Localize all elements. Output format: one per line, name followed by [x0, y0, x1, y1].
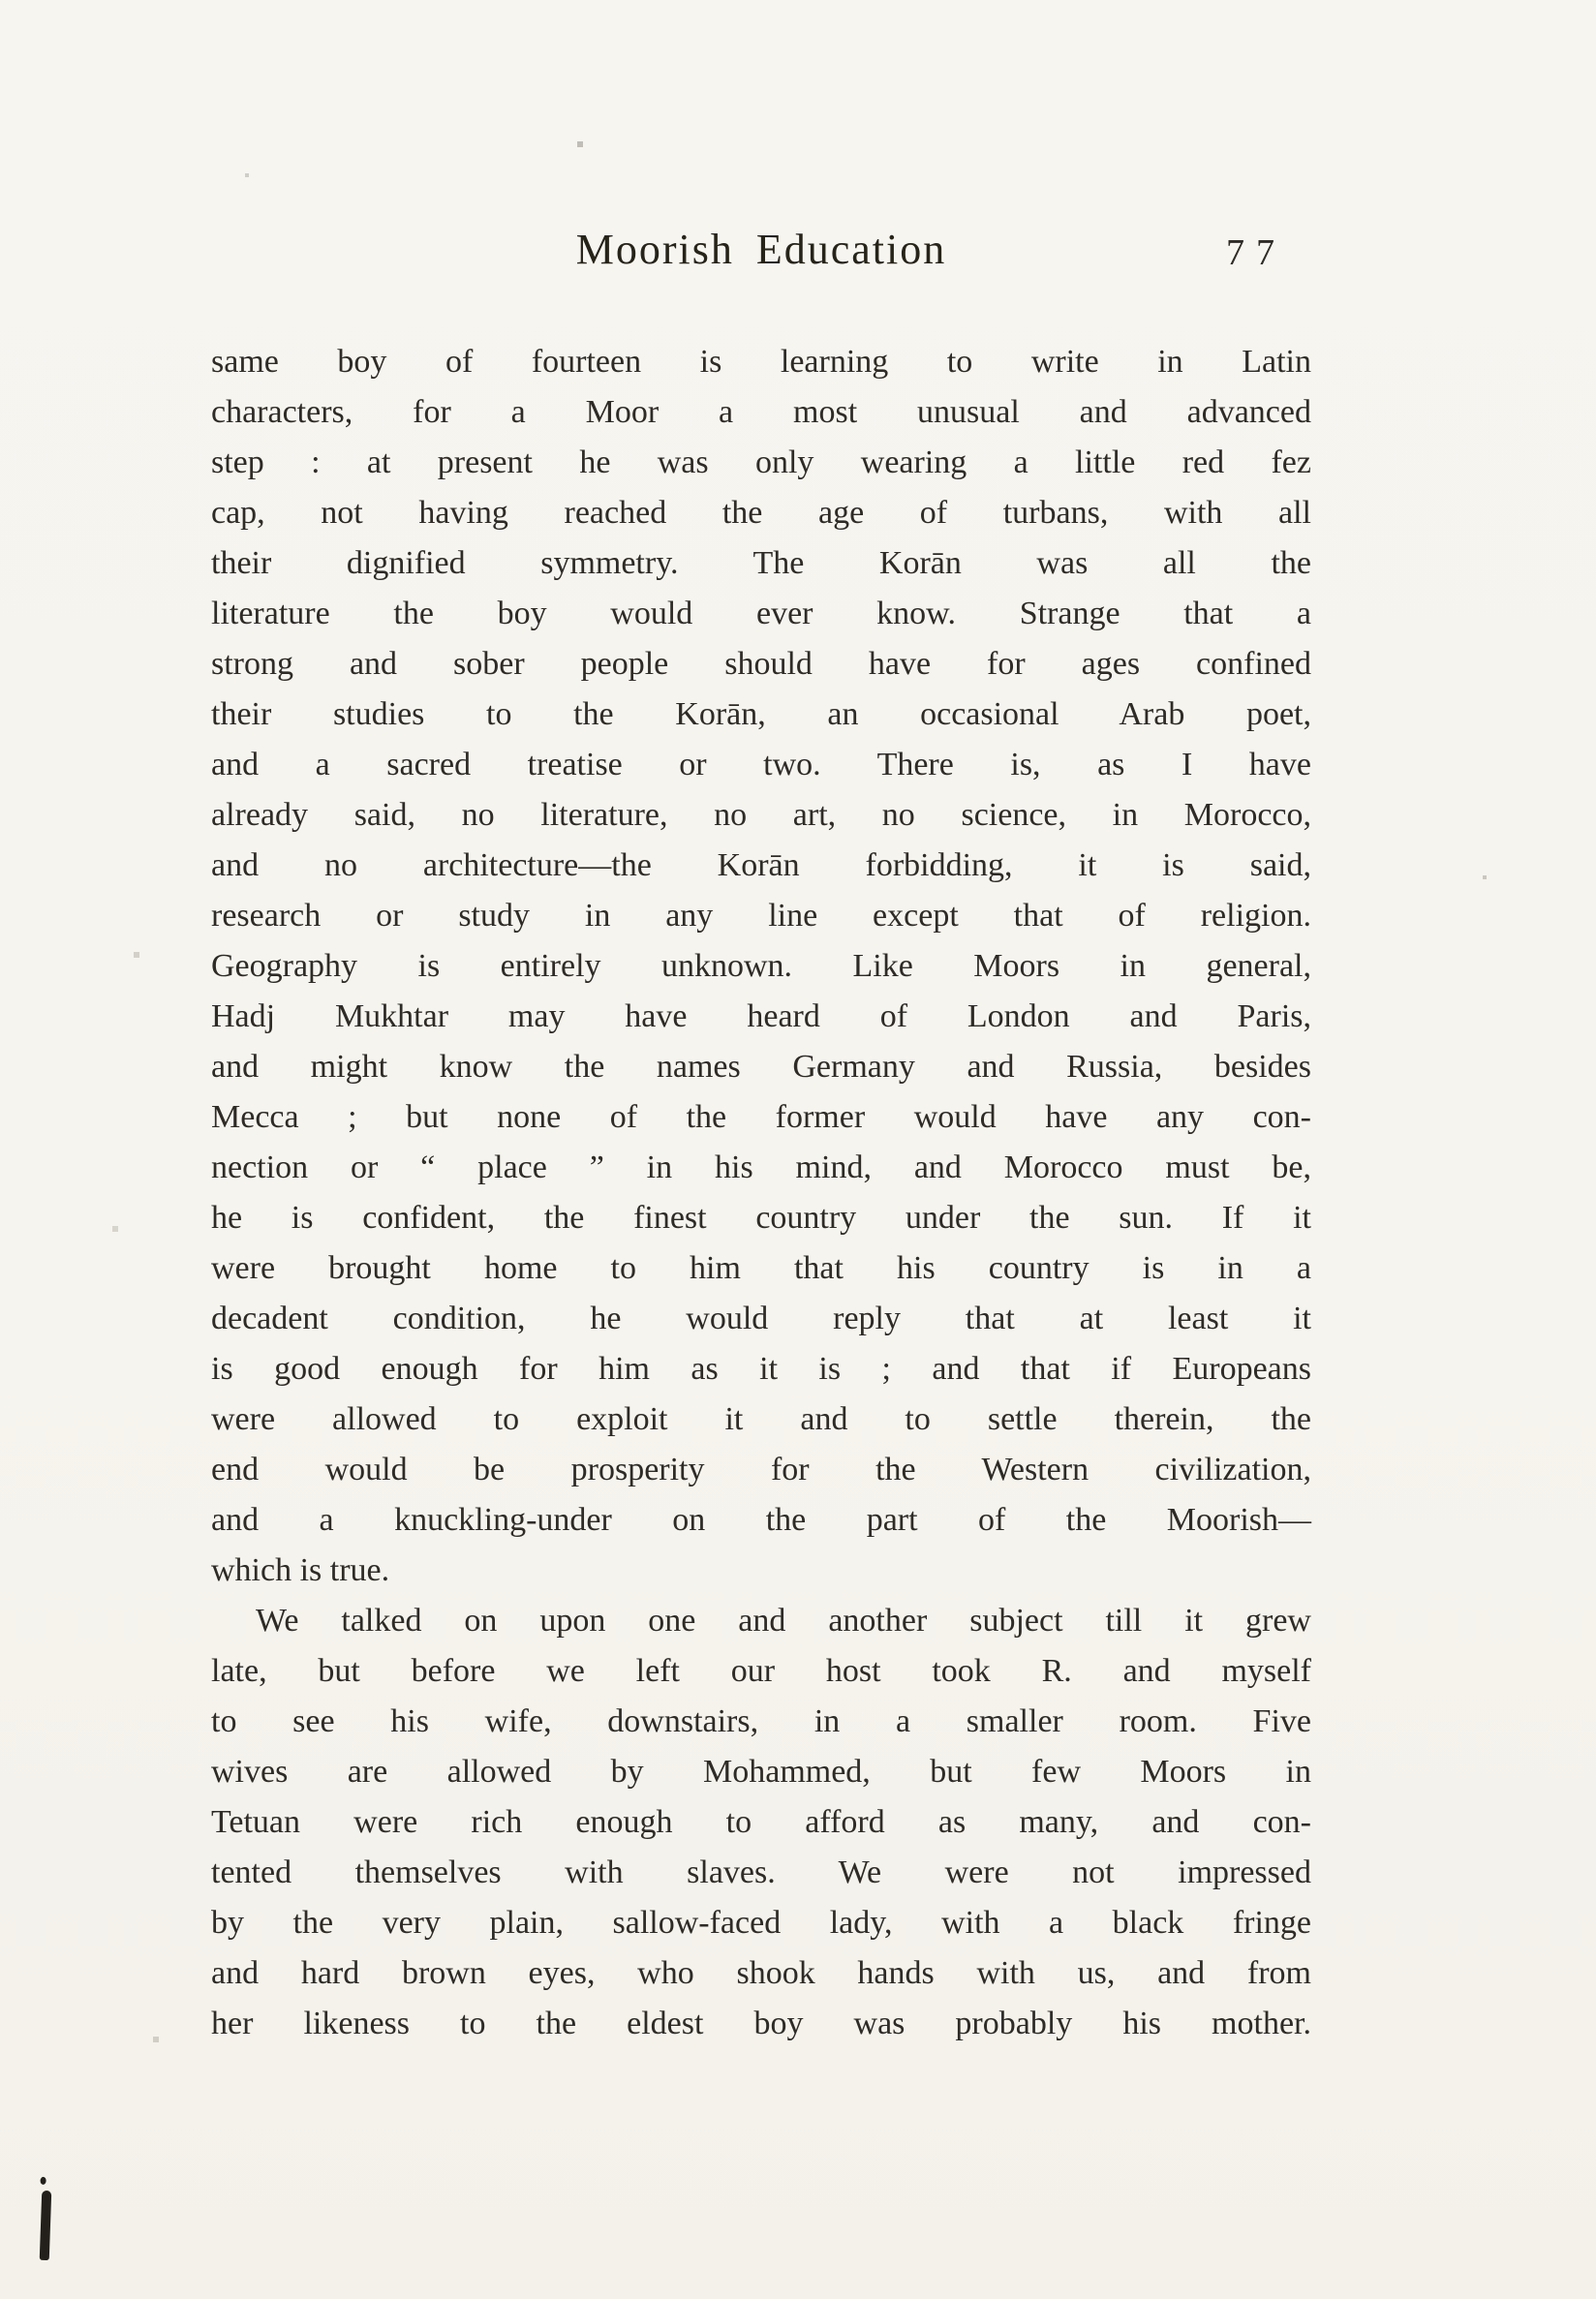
text-line: tented themselves with slaves. We were not impressed [211, 1855, 1311, 1890]
text-line: were brought home to him that his country is in a [211, 1250, 1311, 1286]
text-line: cap, not having reached the age of turbans, with all [211, 495, 1311, 531]
text-line: were allowed to exploit it and to settle therein, the [211, 1401, 1311, 1437]
text-line: and might know the names Germany and Russia, besides [211, 1049, 1311, 1085]
text-line: Geography is entirely unknown. Like Moors in general, [211, 948, 1311, 984]
text-line: step : at present he was only wearing a little red fez [211, 444, 1311, 480]
text-line: characters, for a Moor a most unusual and advanced [211, 394, 1311, 430]
text-line: research or study in any line except that of religion. [211, 898, 1311, 934]
text-line: nection or “ place ” in his mind, and Morocco must be, [211, 1150, 1311, 1185]
page-number: 77 [1226, 232, 1286, 273]
text-line: Tetuan were rich enough to afford as many, and con- [211, 1804, 1311, 1840]
text-line: and hard brown eyes, who shook hands with us, and from [211, 1955, 1311, 1991]
text-line: already said, no literature, no art, no science, in Morocco, [211, 797, 1311, 833]
scan-artifact-mark [40, 2191, 52, 2260]
text-line: to see his wife, downstairs, in a smaller room. Five [211, 1703, 1311, 1739]
text-line: end would be prosperity for the Western civilization, [211, 1452, 1311, 1487]
text-line: their studies to the Korān, an occasional Arab poet, [211, 696, 1311, 732]
text-line: which is true. [211, 1552, 390, 1588]
text-line: and a knuckling-under on the part of the Moorish— [211, 1502, 1311, 1538]
text-line: by the very plain, sallow-faced lady, with a black fringe [211, 1905, 1311, 1941]
page-header [211, 225, 1311, 283]
text-line: decadent condition, he would reply that at least it [211, 1301, 1311, 1336]
text-line: literature the boy would ever know. Strange that a [211, 596, 1311, 631]
text-line: late, but before we left our host took R. and myself [211, 1653, 1311, 1689]
text-line: and a sacred treatise or two. There is, as I have [211, 747, 1311, 782]
body-paragraph-1 [211, 337, 1311, 1596]
text-line: Hadj Mukhtar may have heard of London and Paris, [211, 998, 1311, 1034]
text-line: Mecca ; but none of the former would have any con- [211, 1099, 1311, 1135]
text-line: We talked on upon one and another subject till it grew [256, 1603, 1311, 1639]
scan-specks [0, 0, 2, 2]
page-content [211, 225, 1311, 2049]
body-paragraph-2 [211, 1596, 1311, 2049]
page-title: Moorish Education [575, 226, 947, 273]
text-line: and no architecture—the Korān forbidding, it is said, [211, 847, 1311, 883]
text-line: same boy of fourteen is learning to write in Latin [211, 344, 1311, 380]
text-line: her likeness to the eldest boy was probably his mother. [211, 2006, 1311, 2041]
text-line: strong and sober people should have for ages confined [211, 646, 1311, 682]
text-line: wives are allowed by Mohammed, but few Moors in [211, 1754, 1311, 1790]
text-line: their dignified symmetry. The Korān was all the [211, 545, 1311, 581]
text-line: is good enough for him as it is ; and that if Europeans [211, 1351, 1311, 1387]
text-line: he is confident, the finest country under the sun. If it [211, 1200, 1311, 1236]
